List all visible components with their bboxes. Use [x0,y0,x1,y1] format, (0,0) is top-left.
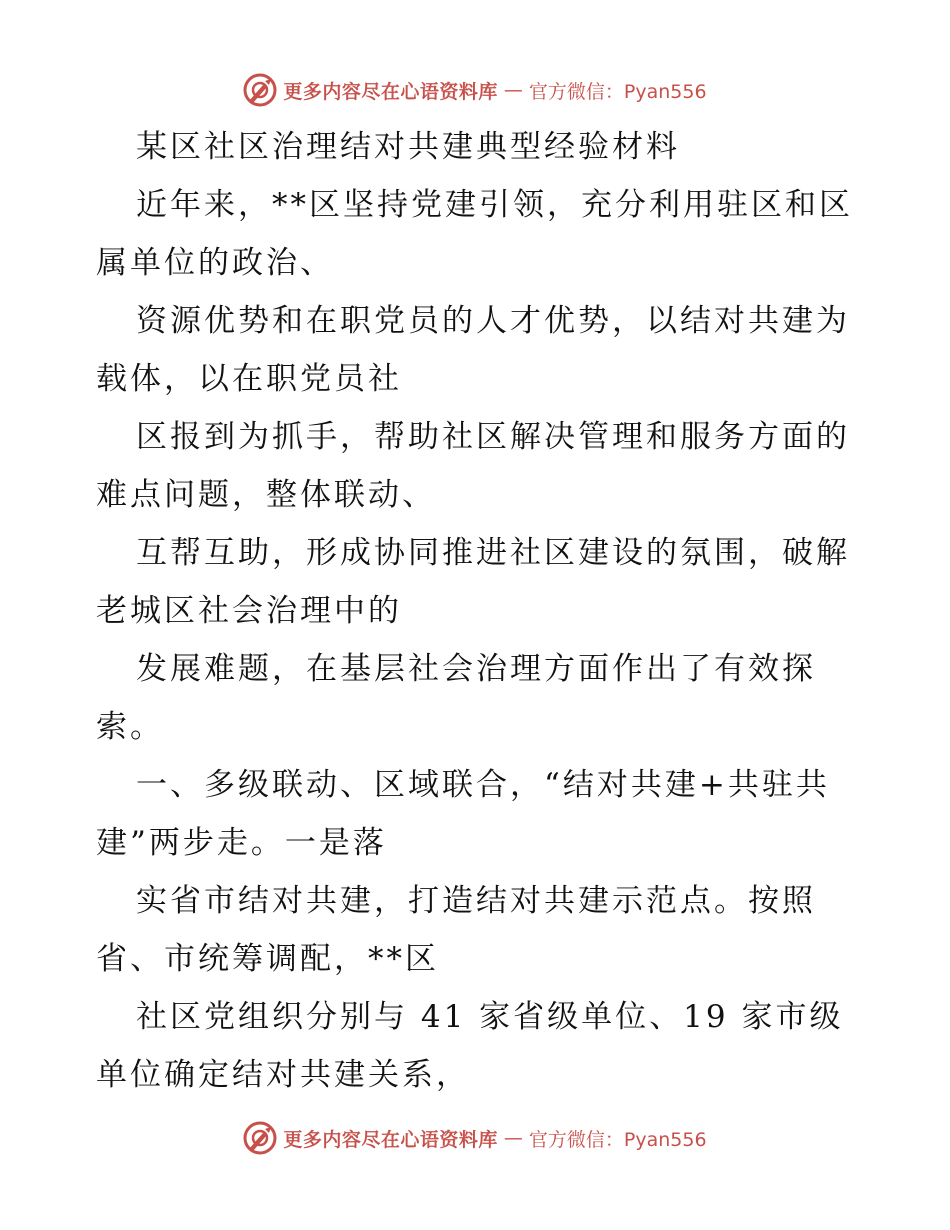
watermark-official-text: 官方微信：Pyan556 [528,1128,707,1151]
logo-icon [243,73,277,107]
text-line: 发展难题，在基层社会治理方面作出了有效探 [136,651,816,687]
text-line: 实省市结对共建，打造结对共建示范点。按照 [136,883,816,919]
text-line: 区报到为抓手，帮助社区解决管理和服务方面的 [136,419,850,455]
document-title: 某区社区治理结对共建典型经验材料 [136,129,680,165]
text-line: 建”两步走。一是落 [96,825,387,861]
watermark-site-text: 更多内容尽在心语资料库 [283,80,498,103]
text-line: 载体，以在职党员社 [96,361,402,397]
footer-watermark [0,1118,950,1158]
section-heading-line: 一、多级联动、区域联合，“结对共建+共驻共 [136,767,830,803]
text-line: 单位确定结对共建关系， [96,1057,470,1093]
watermark-site-text: 更多内容尽在心语资料库 [283,1128,498,1151]
text-line: 属单位的政治、 [96,245,334,281]
header-watermark [0,70,950,110]
text-line: 资源优势和在职党员的人才优势，以结对共建为 [136,303,850,339]
text-line: 索。 [96,709,164,745]
watermark-dash: — [503,79,523,101]
text-line: 互帮互助，形成协同推进社区建设的氛围，破解 [136,535,850,571]
logo-icon [243,1121,277,1155]
text-line: 近年来，**区坚持党建引领，充分利用驻区和区 [136,187,853,223]
watermark-dash: — [503,1127,523,1149]
text-line: 老城区社会治理中的 [96,593,402,629]
watermark-official-text: 官方微信：Pyan556 [528,80,707,103]
text-line: 省、市统筹调配，**区 [96,941,439,977]
document-body [96,118,856,1104]
text-line: 难点问题，整体联动、 [96,477,436,513]
text-line: 社区党组织分别与 41 家省级单位、19 家市级 [136,999,844,1035]
